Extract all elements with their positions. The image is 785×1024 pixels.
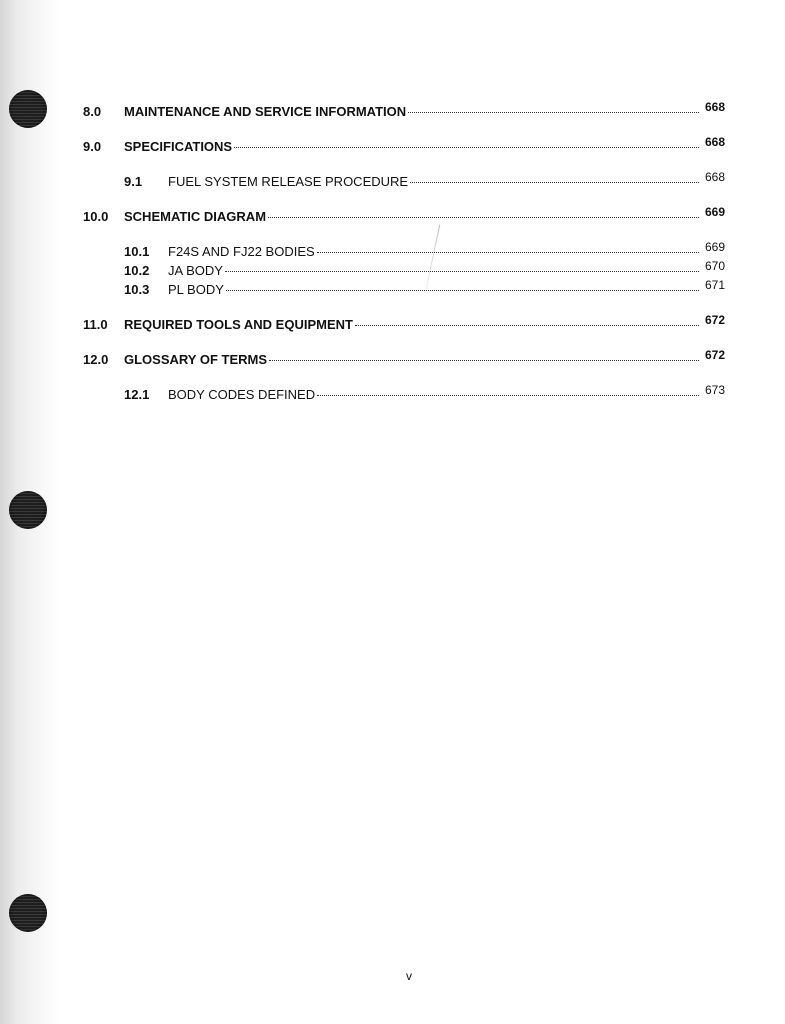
dot-leader — [226, 278, 699, 291]
toc-page: 668 — [704, 135, 725, 149]
toc-entry-9-1[interactable] — [83, 170, 725, 190]
toc-number: 10.3 — [124, 282, 150, 297]
toc-number: 9.1 — [124, 174, 143, 189]
toc-page: 669 — [704, 205, 725, 219]
toc-entry-12-1[interactable] — [83, 383, 725, 403]
toc-entry-8-0[interactable] — [83, 100, 725, 120]
toc-number: 10.2 — [124, 263, 150, 278]
dot-leader — [355, 313, 699, 326]
dot-leader — [269, 348, 699, 361]
toc-page: 670 — [704, 259, 725, 273]
binder-hole-top — [9, 90, 47, 128]
toc-title: PL BODY — [168, 282, 224, 297]
toc-number: 12.1 — [124, 387, 150, 402]
toc-number: 9.0 — [83, 139, 102, 154]
toc-title: BODY CODES DEFINED — [168, 387, 316, 402]
toc-number: 8.0 — [83, 104, 102, 119]
toc-page: 669 — [704, 240, 725, 254]
toc-title: F24S AND FJ22 BODIES — [168, 244, 315, 259]
dot-leader — [317, 240, 699, 253]
toc-entry-10-2[interactable] — [83, 259, 725, 279]
dot-leader — [408, 100, 699, 113]
dot-leader — [225, 259, 699, 272]
toc-number: 10.1 — [124, 244, 150, 259]
dot-leader — [234, 135, 699, 148]
toc-page: 671 — [704, 278, 725, 292]
toc-page: 668 — [704, 170, 725, 184]
dot-leader — [317, 383, 699, 396]
toc-page: 673 — [704, 383, 725, 397]
toc-entry-10-3[interactable] — [83, 278, 725, 298]
toc-number: 10.0 — [83, 209, 109, 224]
binder-hole-bottom — [9, 894, 47, 932]
toc-title: REQUIRED TOOLS AND EQUIPMENT — [124, 317, 353, 332]
toc-number: 12.0 — [83, 352, 109, 367]
table-of-contents — [83, 100, 725, 403]
dot-leader — [410, 170, 699, 183]
toc-title: MAINTENANCE AND SERVICE INFORMATION — [124, 104, 407, 119]
toc-title: JA BODY — [168, 263, 223, 278]
toc-entry-10-1[interactable] — [83, 240, 725, 260]
toc-page: 668 — [704, 100, 725, 114]
toc-page: 672 — [704, 313, 725, 327]
toc-number: 11.0 — [83, 317, 108, 332]
toc-entry-11-0[interactable] — [83, 313, 725, 333]
toc-entry-12-0[interactable] — [83, 348, 725, 368]
page-number: v — [406, 969, 412, 983]
toc-entry-10-0[interactable] — [83, 205, 725, 225]
binder-hole-middle — [9, 491, 47, 529]
toc-page: 672 — [704, 348, 725, 362]
toc-entry-9-0[interactable] — [83, 135, 725, 155]
toc-title: GLOSSARY OF TERMS — [124, 352, 268, 367]
toc-title: SPECIFICATIONS — [124, 139, 233, 154]
toc-title: SCHEMATIC DIAGRAM — [124, 209, 267, 224]
toc-title: FUEL SYSTEM RELEASE PROCEDURE — [168, 174, 409, 189]
dot-leader — [268, 205, 699, 218]
